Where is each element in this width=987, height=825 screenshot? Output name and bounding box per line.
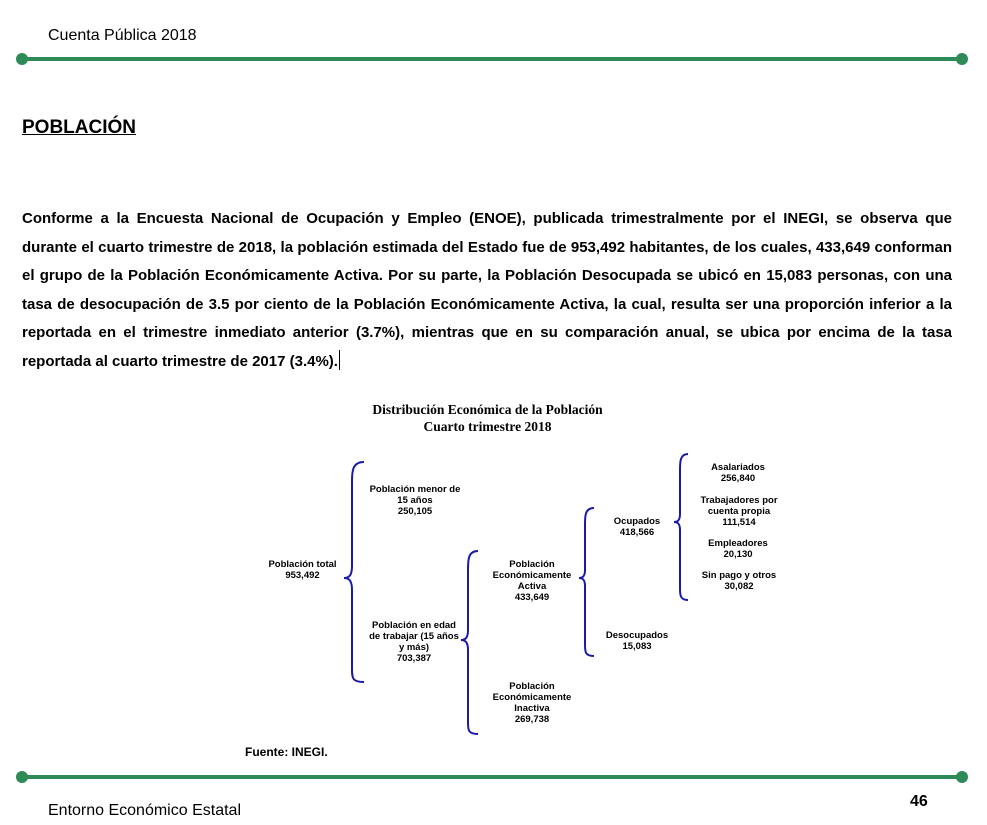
footer-title: Entorno Económico Estatal — [48, 802, 241, 819]
node-value: 433,649 — [514, 592, 550, 603]
node-label: Población en edad de trabajar (15 años y más) — [369, 620, 459, 653]
node-asalariados — [693, 462, 783, 484]
page-number: 46 — [910, 793, 928, 810]
footer-rule — [22, 775, 962, 779]
node-ocupados — [597, 516, 677, 538]
node-value: 20,130 — [723, 549, 753, 560]
diagram-title-line2: Cuarto trimestre 2018 — [423, 419, 552, 434]
node-poblacion-edad-trabajar — [366, 620, 462, 664]
node-empleadores — [693, 538, 783, 560]
node-value: 418,566 — [619, 527, 655, 538]
section-title: POBLACIÓN — [22, 117, 136, 138]
node-value: 269,738 — [514, 714, 550, 725]
node-value: 703,387 — [396, 653, 432, 664]
node-label: Ocupados — [613, 516, 661, 527]
node-label: Desocupados — [605, 630, 669, 641]
node-value: 111,514 — [722, 517, 756, 528]
node-value: 15,083 — [622, 641, 652, 652]
node-label: Población Económicamente Activa — [492, 559, 572, 592]
node-value: 30,082 — [724, 581, 754, 592]
header-title: Cuenta Pública 2018 — [48, 27, 197, 44]
node-label: Sin pago y otros — [701, 570, 777, 581]
brace-edad-trabajar — [461, 551, 478, 734]
body-paragraph-text: Conforme a la Encuesta Nacional de Ocupación y Empleo (ENOE), publicada trimestralmente por el INEGI, se observa que durante el cuarto trimestre de 2018, la población estimada del Estado fue de 953,492 habitantes, de los cuales, 433,649 conforman el grupo de la Población Económicamente Activa. Por su parte, la Población Desocupada se ubicó en 15,083 personas, con una tasa de desocupación de 3.5 por ciento de la Población Económicamente Activa, la cual, resulta ser una proporción inferior a la reportada en el trimestre inmediato anterior (3.7%), mientras que en su comparación anual, se ubica por encima de la tasa reportada al cuarto trimestre de 2017 (3.4%). — [22, 210, 952, 370]
node-pea — [483, 559, 581, 603]
node-desocupados — [592, 630, 682, 652]
node-label: Trabajadores por cuenta propia — [700, 495, 778, 517]
node-label: Empleadores — [708, 538, 768, 549]
footer-rule-left-dot — [16, 771, 28, 783]
node-sin-pago — [690, 570, 788, 592]
node-label: Población Económicamente Inactiva — [492, 681, 572, 714]
node-poblacion-menor-15 — [366, 484, 464, 517]
source-note: Fuente: INEGI. — [245, 745, 328, 759]
node-poblacion-total — [255, 559, 350, 581]
node-value: 256,840 — [720, 473, 756, 484]
node-label: Asalariados — [711, 462, 765, 473]
node-label: Población menor de 15 años — [369, 484, 461, 506]
node-label: Población total — [268, 559, 337, 570]
node-cuenta-propia — [690, 495, 788, 528]
diagram-title-line1: Distribución Económica de la Población — [372, 402, 603, 417]
node-pnea — [483, 681, 581, 725]
node-value: 250,105 — [397, 506, 433, 517]
footer-rule-right-dot — [956, 771, 968, 783]
node-value: 953,492 — [285, 570, 320, 581]
